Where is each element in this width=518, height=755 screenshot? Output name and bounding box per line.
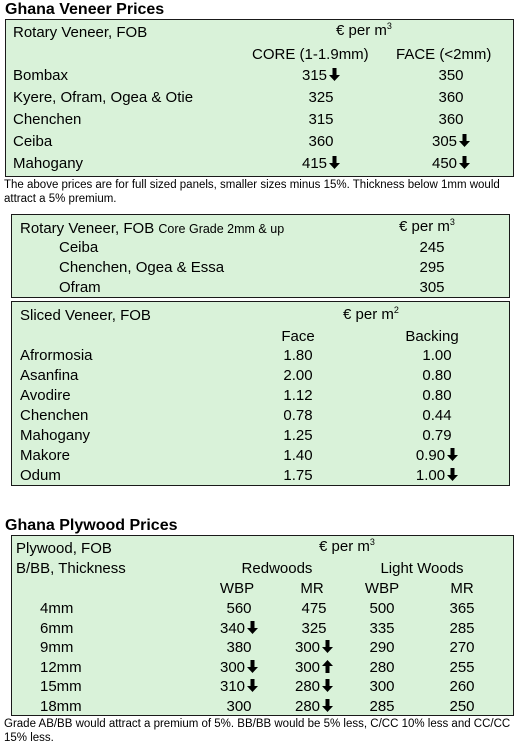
face-price: 1.25 (283, 427, 313, 444)
lightwood-wbp-price: 290 (369, 639, 395, 656)
species-name: Ofram (59, 279, 101, 296)
species-name: Afrormosia (20, 347, 93, 364)
redwood-mr-price: 300 (284, 638, 344, 658)
arrow-down-icon (247, 621, 258, 634)
plywood-section-title: Ghana Plywood Prices (5, 517, 178, 534)
species-name: Makore (20, 447, 71, 464)
species-name: Asanfina (20, 367, 79, 384)
thickness: 12mm (40, 658, 82, 676)
redwood-wbp-price: 560 (226, 600, 252, 617)
core-grade-price: 305 (419, 279, 445, 296)
arrow-down-icon (459, 134, 470, 147)
thickness: 15mm (40, 678, 82, 695)
arrow-down-icon (247, 679, 258, 692)
lightwood-wbp-price: 300 (369, 678, 395, 695)
face-price: 360 (438, 89, 464, 106)
plywood-label-thickness: B/BB, Thickness (16, 560, 126, 577)
sliced-veneer-label: Sliced Veneer, FOB (20, 307, 151, 324)
face-price: 2.00 (283, 367, 313, 384)
face-price: 305 (416, 132, 486, 152)
species-name: Mahogany (20, 427, 91, 444)
core-price: 415 (291, 154, 351, 174)
col-header-light-wbp: WBP (364, 580, 400, 597)
backing-price: 0.80 (422, 367, 452, 384)
face-price: 1.40 (283, 447, 313, 464)
arrow-down-icon (329, 156, 340, 169)
lightwood-mr-price: 365 (449, 600, 475, 617)
core-price: 360 (308, 133, 334, 150)
arrow-down-icon (447, 448, 458, 461)
core-price: 315 (291, 66, 351, 86)
plywood-label: Plywood, FOB (16, 540, 112, 557)
core-price: 325 (308, 89, 334, 106)
sliced-veneer-table (11, 301, 510, 486)
core-grade-label: Rotary Veneer, FOB Core Grade 2mm & up (20, 220, 285, 237)
rotary-veneer-label: Rotary Veneer, FOB (13, 24, 148, 41)
arrow-down-icon (322, 699, 333, 712)
veneer-section-title: Ghana Veneer Prices (5, 1, 165, 18)
core-grade-table (11, 214, 510, 298)
face-price: 1.75 (283, 467, 313, 484)
backing-price: 0.79 (422, 427, 452, 444)
species-name: Ceiba (13, 133, 53, 150)
redwood-wbp-price: 300 (226, 697, 252, 715)
species-name: Ceiba (59, 239, 99, 256)
lightwood-wbp-price: 285 (369, 697, 395, 715)
lightwood-wbp-price: 280 (369, 658, 395, 676)
backing-price: 1.00 (397, 466, 477, 486)
lightwood-wbp-price: 500 (369, 600, 395, 617)
redwood-mr-price: 325 (301, 619, 327, 637)
species-name: Chenchen, Ogea & Essa (59, 259, 225, 276)
core-grade-price: 295 (419, 259, 445, 276)
redwood-wbp-price: 380 (226, 639, 252, 656)
col-header-core: CORE (1-1.9mm) (252, 46, 369, 63)
col-header-face: Face (281, 328, 315, 345)
arrow-up-icon (322, 660, 333, 673)
redwood-mr-price: 280 (284, 677, 344, 697)
col-header-light-mr: MR (450, 580, 474, 597)
lightwood-wbp-price: 335 (369, 619, 395, 637)
species-name: Kyere, Ofram, Ogea & Otie (13, 89, 194, 106)
plywood-unit: € per $m^3$ (319, 537, 375, 555)
lightwood-mr-price: 260 (449, 678, 475, 695)
core-grade-price: 245 (419, 239, 445, 256)
plywood-grade-note: Grade AB/BB would attract a premium of 5%. BB/BB would be 5% less, C/CC 10% less and CC/CC 15% less. (4, 718, 511, 744)
backing-price: 0.80 (422, 387, 452, 404)
species-name: Chenchen (20, 407, 89, 424)
arrow-down-icon (459, 156, 470, 169)
redwood-wbp-price: 300 (209, 658, 269, 678)
species-name: Bombax (13, 67, 69, 84)
arrow-down-icon (322, 679, 333, 692)
thickness: 9mm (40, 639, 74, 656)
col-header-face: FACE (<2mm) (396, 46, 492, 63)
backing-price: 1.00 (422, 347, 452, 364)
sliced-veneer-unit: € per $m^2$ (343, 305, 399, 323)
col-header-backing: Backing (405, 328, 459, 345)
plywood-table (11, 535, 514, 716)
arrow-down-icon (329, 68, 340, 81)
species-name: Odum (20, 467, 61, 484)
species-name: Mahogany (13, 155, 84, 172)
face-price: 450 (416, 154, 486, 174)
face-price: 1.12 (283, 387, 313, 404)
lightwood-mr-price: 250 (449, 697, 475, 715)
redwood-mr-price: 475 (301, 600, 327, 617)
core-price: 315 (308, 111, 334, 128)
group-header-redwoods: Redwoods (241, 560, 313, 577)
arrow-down-icon (322, 640, 333, 653)
arrow-down-icon (447, 468, 458, 481)
backing-price: 0.90 (397, 446, 477, 466)
redwood-mr-price: 300 (284, 658, 344, 678)
thickness: 4mm (40, 600, 74, 617)
redwood-wbp-price: 340 (209, 619, 269, 639)
redwood-mr-price: 280 (284, 697, 344, 717)
face-price: 350 (438, 67, 464, 84)
face-price: 0.78 (283, 407, 313, 424)
species-name: Chenchen (13, 111, 82, 128)
lightwood-mr-price: 255 (449, 658, 475, 676)
backing-price: 0.44 (422, 407, 452, 424)
rotary-veneer-unit: € per $m^3$ (336, 21, 392, 39)
thickness: 18mm (40, 697, 82, 715)
lightwood-mr-price: 285 (449, 619, 475, 637)
rotary-veneer-table (5, 19, 514, 177)
col-header-red-wbp: WBP (219, 580, 255, 597)
lightwood-mr-price: 270 (449, 639, 475, 656)
col-header-red-mr: MR (300, 580, 324, 597)
thickness: 6mm (40, 619, 74, 637)
species-name: Avodire (20, 387, 71, 404)
core-grade-unit: € per $m^3$ (399, 217, 455, 235)
group-header-light-woods: Light Woods (380, 560, 464, 577)
face-price: 360 (438, 111, 464, 128)
redwood-wbp-price: 310 (209, 677, 269, 697)
arrow-down-icon (247, 660, 258, 673)
face-price: 1.80 (283, 347, 313, 364)
veneer-size-note: The above prices are for full sized panels, smaller sizes minus 15%. Thickness below 1mm would attract a 5% premium. (4, 179, 500, 205)
